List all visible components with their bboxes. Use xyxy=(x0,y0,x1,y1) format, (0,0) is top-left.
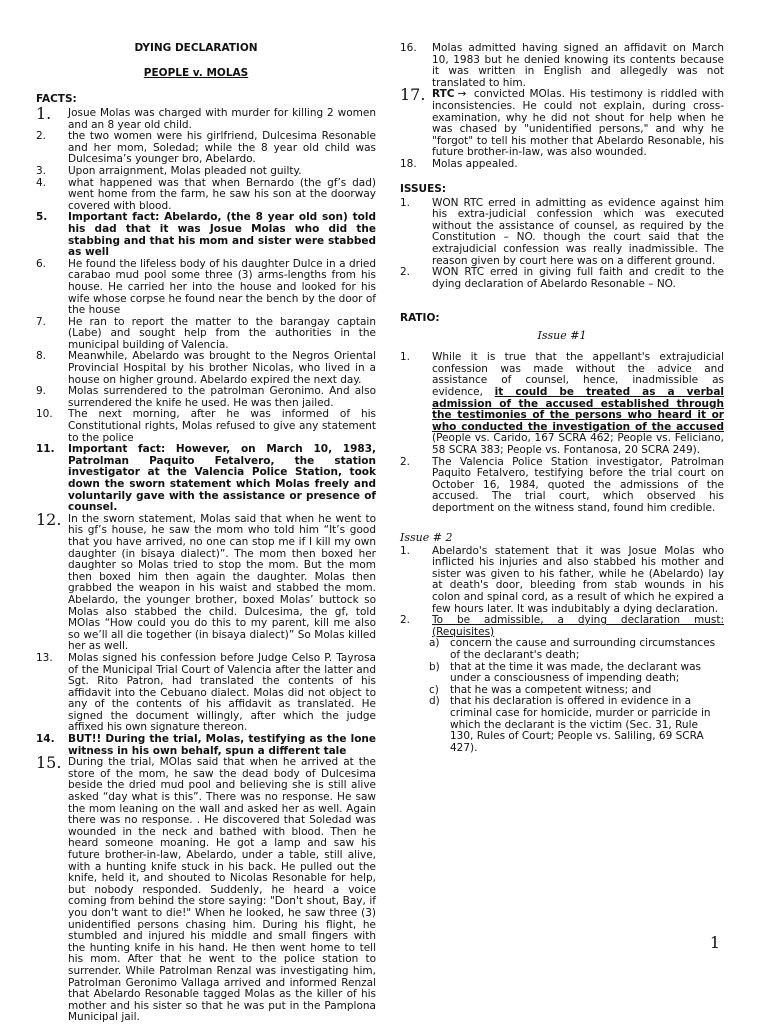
item-text: Important fact: However, on March 10, 1983, Patrolman Paquito Fetalvero, the station investigator at the Valencia Police Station, took down the sworn statement which Molas freely and voluntarily gave with the assistance or presence of counsel. xyxy=(68,443,376,514)
item-number: 17. xyxy=(400,85,426,105)
item-number: 8. xyxy=(36,350,47,363)
item-text: Molas admitted having signed an affidavit on March 10, 1983 but he denied knowing its contents because it was written in English and allegedly was not translated to him. xyxy=(432,42,724,89)
list-item xyxy=(400,615,724,638)
list-item xyxy=(36,259,376,317)
requisite-text: that at the time it was made, the declarant was under a consciousness of impending death; xyxy=(450,660,702,685)
arrow-icon: → xyxy=(457,88,467,101)
list-item xyxy=(36,386,376,409)
issue-1-label: Issue #1 xyxy=(537,329,587,343)
requisite-letter: a) xyxy=(429,637,440,650)
item-number: 2. xyxy=(400,266,411,279)
ratio-issue-1-list xyxy=(400,352,724,514)
item-number: 1. xyxy=(400,196,411,209)
list-item xyxy=(36,734,376,757)
requisite-item xyxy=(400,696,724,754)
list-item xyxy=(36,653,376,734)
list-item xyxy=(36,509,376,653)
issues-list xyxy=(400,198,724,291)
item-number: 1. xyxy=(400,544,411,557)
item-number: 2. xyxy=(400,455,411,468)
item-text: what happened was that when Bernardo (the gf’s dad) went home from the farm, he saw his son at the doorway covered with blood. xyxy=(68,176,376,212)
item-number: 4. xyxy=(36,176,47,189)
item-text: Molas signed his confession before Judge Celso P. Tayrosa of the Municipal Trial Court of Valencia after the latter and Sgt. Rito Patron, had translated the contents of his affidavit into the Cebuano dialect. Molas did not object to any of the contents of his affidavit as translated. He signed the document willingly, after which the judge affixed his own signature thereon. xyxy=(68,651,376,734)
ratio-2-text: The Valencia Police Station investigator, Patrolman Paquito Fetalvero, testifying before the trial court on October 16, 1984, quoted the admissions of the accused. The trial court, which observed his deportment on the witness stand, found him credible. xyxy=(432,455,724,514)
item-text: WON RTC erred in admitting as evidence against him his extra-judicial confession which was executed without the assistance of counsel, as required by the Constitution – NO. though the court said that the extrajudicial confession was really inadmissible. The reason given by court here was on a different ground. xyxy=(432,196,724,267)
item-text: the two women were his girlfriend, Dulcesima Resonable and her mom, Soledad; while the 8 year old child was Dulcesima’s younger bro, Abelardo. xyxy=(68,130,376,166)
requisite-text: that he was a competent witness; and xyxy=(450,683,652,696)
item-number: 10. xyxy=(36,408,53,421)
item-text: Upon arraignment, Molas pleaded not guilty. xyxy=(68,164,302,177)
page-number: 1 xyxy=(709,933,720,952)
facts-heading: FACTS: xyxy=(36,93,77,105)
list-item xyxy=(400,43,724,89)
document-title: DYING DECLARATION xyxy=(134,42,258,54)
issue-2-label: Issue # 2 xyxy=(400,530,453,544)
left-column xyxy=(36,42,376,1024)
requisite-item xyxy=(400,662,724,685)
facts-list xyxy=(36,104,376,1024)
item-text: Molas surrendered to the patrolman Geronimo. And also surrendered the knife he used. He was then jailed. xyxy=(68,385,376,409)
list-item xyxy=(400,352,724,456)
item-text: During the trial, MOlas said that when he arrived at the store of the mom, he saw the dead body of Dulcesima beside the dried mud pool and believing she is still alive asked “day what is this”. There was no response. He saw the mom leaning on the wall and asked her as well. Again there was no response. . He discovered that Soledad was wounded in the neck and bathed with blood. Then he heard someone moaning. He got a lamp and saw his future brother-in-law, Abelardo, under a table, still alive, with a hunting knife stuck in his back. He pulled out the knife, held it, and shouted to Nicolas Resonable for help, but nobody responded. Suddenly, he heard a voice coming from behind the store saying: "Don't shout, Bay, if you don't want to die!" When he looked, he saw three (3) unidentified persons chasing him. During his flight, he stumbled and injured his middle and small fingers with the hunting knife in his hand. He then went home to tell his mom. After that he went to the police station to surrender. While Patrolman Renzal was investigating him, Patrolman Geronimo Vallaga arrived and informed Renzal that Abelardo Resonable tagged Molas as the killer of his mother and his sister so that he was put in the Pamplona Municipal jail. xyxy=(68,756,376,1024)
item-number: 7. xyxy=(36,315,47,328)
list-item xyxy=(400,457,724,515)
dying-declaration-text: Abelardo's statement that it was Josue Molas who inflicted his injuries and also stabbed his mother and sister was given to his father, while he (Abelardo) lay at death's door, bleeding from stab wounds in his colon and spinal cord, as a result of which he expired a few hours later. It was indubitably a dying declaration. xyxy=(432,544,724,615)
list-item xyxy=(36,753,376,1024)
item-number: 6. xyxy=(36,257,47,270)
item-number: 13. xyxy=(36,651,53,664)
requisites-list xyxy=(400,638,724,754)
requisite-letter: c) xyxy=(429,683,439,696)
item-text: He ran to report the matter to the barangay captain (Labe) and sought help from the authorities in the municipal building of Valencia. xyxy=(68,315,376,351)
item-text: He found the lifeless body of his daughter Dulce in a dried carabao mud pool some three (3) arms-lengths from his house. He carried her into the house and looked for his wife whose corpse he found near the bench by the door of the house xyxy=(68,257,376,317)
list-item xyxy=(36,351,376,386)
list-item xyxy=(36,178,376,213)
ratio-1-text: While it is true that the appellant's extrajudicial confession was made without the advice and assistance of counsel, hence, inadmissible as evidence, xyxy=(432,351,724,399)
ratio-1-emphasis: it could be treated as a verbal admission of the accused established through the testimonies of the persons who heard it or who conducted the investigation of the accused xyxy=(432,386,725,433)
item-number: 11. xyxy=(36,443,55,456)
item-text: Josue Molas was charged with murder for killing 2 women and an 8 year old child. xyxy=(68,107,376,131)
requisite-letter: d) xyxy=(429,695,440,708)
list-item xyxy=(36,317,376,352)
item-number: 1. xyxy=(400,351,411,364)
item-text: Meanwhile, Abelardo was brought to the Negros Oriental Provincial Hospital by his brother Nicolas, who lived in a house on higher ground. Abelardo expired the next day. xyxy=(68,350,376,386)
item-number: 16. xyxy=(400,42,417,54)
list-item xyxy=(400,267,724,290)
list-item xyxy=(400,198,724,268)
item-number: 2. xyxy=(36,130,47,143)
list-item xyxy=(400,546,724,616)
item-number: 3. xyxy=(36,164,47,177)
ratio-1-citation: (People vs. Carido, 167 SCRA 462; People vs. Feliciano, 58 SCRA 383; People vs. Fontanosa, 20 SCRA 249). xyxy=(432,432,724,457)
item-text: Important fact: Abelardo, (the 8 year old son) told his dad that it was Josue Molas who did the stabbing and that his mom and sister were stabbed as well xyxy=(68,211,376,259)
case-name: PEOPLE v. MOLAS xyxy=(143,67,249,79)
item-text: BUT!! During the trial, Molas, testifying as the lone witness in his own behalf, spun a different tale xyxy=(68,733,376,757)
requisites-heading: To be admissible, a dying declaration must: (Requisites) xyxy=(432,614,724,638)
item-text: The next morning, after he was informed of his Constitutional rights, Molas refused to give any statement to the police xyxy=(68,408,376,444)
item-text: In the sworn statement, Molas said that when he went to his gf’s house, he saw the mom who told him “It’s good that you have arrived, no one can stop me if I kill my own daughter (in bisaya dialect)”. The mom then boxed her daughter so Molas tried to stop the mom. But the mom then boxed him then again the daughter. Molas then grabbed the weapon in his waist and stabbed the mom. Abelardo, the younger brother, boxed Molas’ buttock so Molas also stabbed the child. Dulcesima, the gf, told MOlas “How could you do this to my parent, kill me also so we’ll all die together (in bisaya dialect)” So Molas killed her as well. xyxy=(68,512,376,653)
ratio-issue-2-list xyxy=(400,546,724,639)
list-item xyxy=(400,85,724,159)
item-text: Molas appealed. xyxy=(432,157,518,170)
list-item xyxy=(400,159,724,171)
item-number: 9. xyxy=(36,385,47,398)
rtc-label: RTC xyxy=(432,88,455,101)
item-text: convicted MOlas. His testimony is riddled with inconsistencies. He could not explain, during cross-examination, why he did not shout for help when he was chased by "unidentified persons," and why he "forgot" to tell his mother that Abelardo Resonable, his future brother-in-law, was also wounded. xyxy=(432,88,724,159)
item-text: WON RTC erred in giving full faith and credit to the dying declaration of Abelardo Resonable – NO. xyxy=(432,266,724,290)
item-number: 5. xyxy=(36,211,48,224)
list-item xyxy=(36,131,376,166)
requisite-letter: b) xyxy=(429,660,440,673)
item-number: 2. xyxy=(400,614,411,627)
item-number: 15. xyxy=(36,753,62,773)
list-item xyxy=(36,212,376,258)
list-item xyxy=(36,444,376,514)
ratio-heading: RATIO: xyxy=(400,312,440,325)
list-item xyxy=(36,409,376,444)
item-number: 18. xyxy=(400,157,417,170)
issues-heading: ISSUES: xyxy=(400,182,447,195)
item-number: 1. xyxy=(36,104,52,123)
requisite-item xyxy=(400,638,724,661)
right-column xyxy=(400,43,724,754)
facts-list-continued xyxy=(400,43,724,171)
item-number: 14. xyxy=(36,733,55,746)
requisite-text: that his declaration is offered in evidence in a criminal case for homicide, murder or parricide in which the declarant is the victim (Sec. 31, Rule 130, Rules of Court; People vs. Saliling, 69 SCRA 427). xyxy=(450,695,711,754)
item-number: 12. xyxy=(36,509,62,529)
list-item xyxy=(36,104,376,131)
requisite-text: concern the cause and surrounding circumstances of the declarant's death; xyxy=(450,637,716,661)
